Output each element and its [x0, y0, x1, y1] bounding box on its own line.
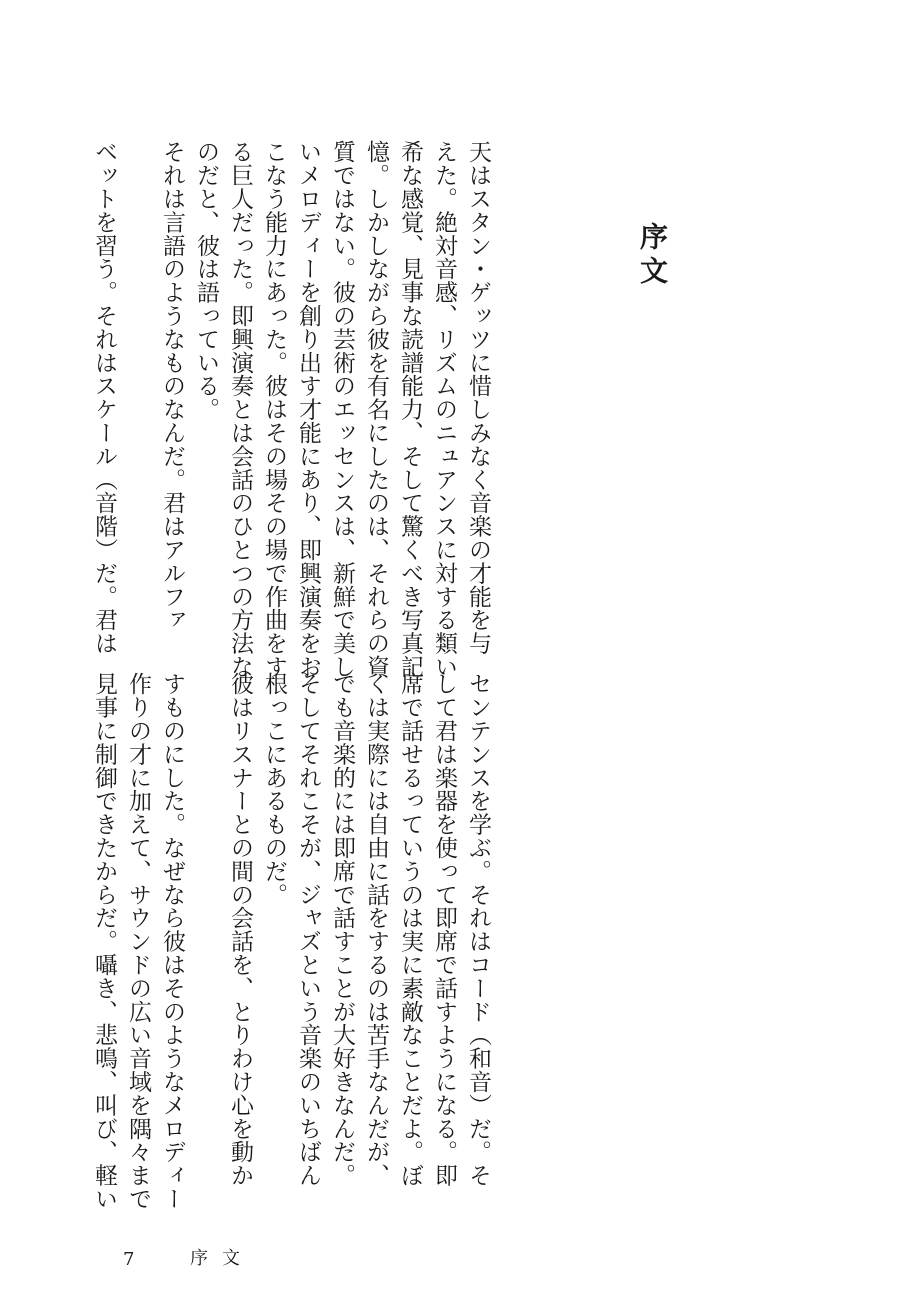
paragraph-line: 天はスタン・ゲッツに惜しみなく音楽の才能を与 — [465, 140, 491, 655]
paragraph-line: いメロディーを創り出す才能にあり、即興演奏をお — [295, 140, 321, 679]
quote-line: でも音楽的には即席で話すことが大好きなんだ。 — [329, 672, 355, 1187]
paragraph-line: 質ではない。彼の芸術のエッセンスは、新鮮で美し — [329, 140, 355, 679]
quote-line: そしてそれこそが、ジャズという音楽のいちばん — [295, 672, 321, 1187]
paragraph-line: 作りの才に加えて、サウンドの広い音域を隅々まで — [125, 672, 151, 1211]
quote-line: 根っこにあるものだ。 — [261, 672, 287, 906]
paragraph-line: 憶。しかしながら彼を有名にしたのは、それらの資 — [363, 140, 389, 679]
running-head: 序文 — [190, 1248, 254, 1269]
page-title: 序文 — [636, 222, 669, 290]
paragraph-line: えた。絶対音感、リズムのニュアンスに対する類い — [431, 140, 457, 679]
paragraph-line: こなう能力にあった。彼はその場その場で作曲をす — [261, 140, 287, 679]
paragraph-line: すものにした。なぜなら彼はそのようなメロディー — [159, 672, 185, 1211]
quote-line: センテンスを学ぶ。それはコード（和音）だ。そ — [465, 672, 491, 1187]
paragraph-line: のだと、彼は語っている。 — [193, 140, 219, 421]
quote-line: して君は楽器を使って即席で話すようになる。即 — [431, 672, 457, 1187]
paragraph-line: 彼はリスナーとの間の会話を、とりわけ心を動か — [227, 672, 253, 1187]
quote-line: ベットを習う。それはスケール（音階）だ。君は — [91, 140, 117, 655]
page-number: 7 — [123, 1249, 135, 1270]
paragraph-line: 見事に制御できたからだ。囁き、悲鳴、叫び、軽い — [91, 672, 117, 1211]
upper-text-block — [87, 140, 495, 679]
quote-line: くは実際には自由に話をするのは苦手なんだが、 — [363, 672, 389, 1187]
quote-line: それは言語のようなものなんだ。君はアルファ — [159, 140, 185, 632]
quote-line: 席で話せるっていうのは実に素敵なことだよ。ぼ — [397, 672, 423, 1187]
paragraph-line: 希な感覚、見事な読譜能力、そして驚くべき写真記 — [397, 140, 423, 679]
lower-text-block — [87, 672, 495, 1211]
paragraph-line: る巨人だった。即興演奏とは会話のひとつの方法な — [227, 140, 253, 679]
